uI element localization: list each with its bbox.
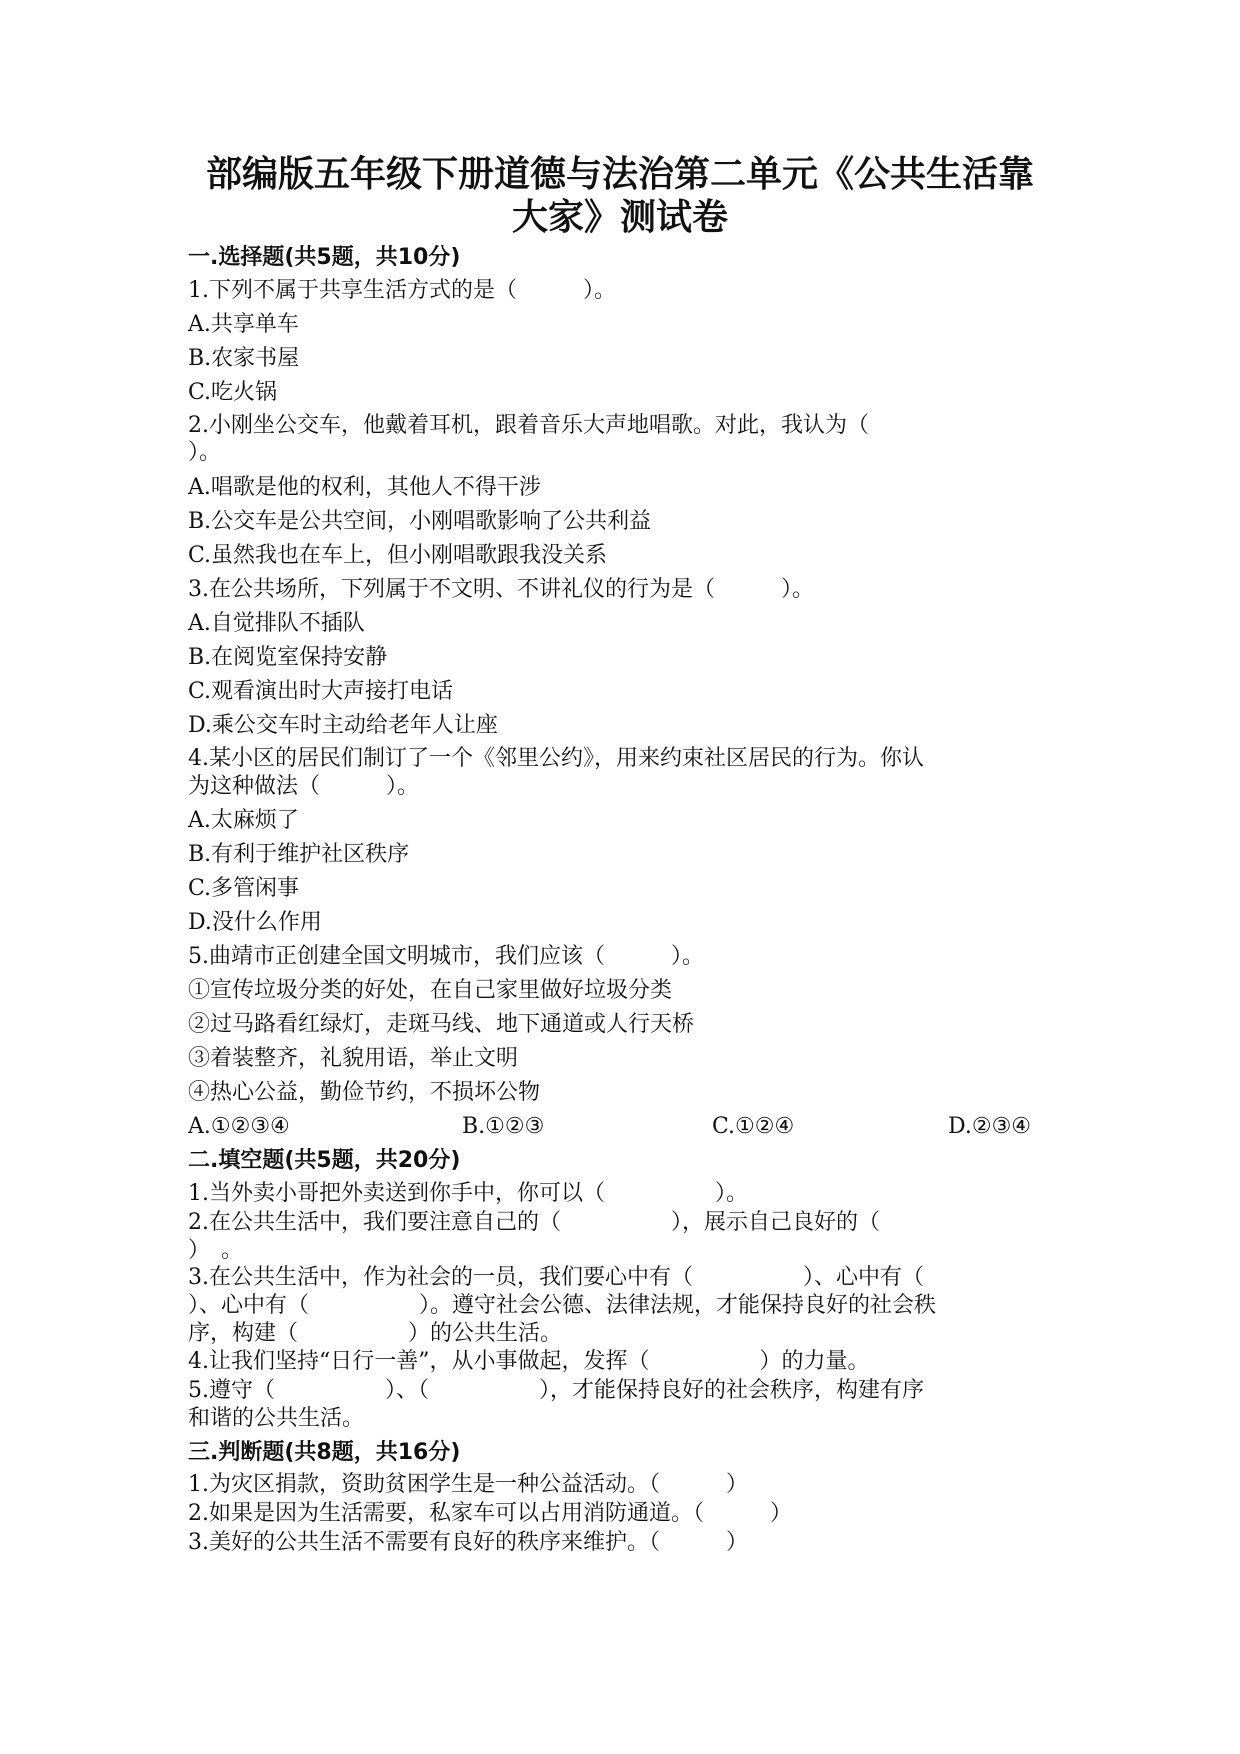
option-text: C.多管闲事: [188, 876, 300, 901]
option-text: A.唱歌是他的权利，其他人不得干涉: [188, 475, 541, 500]
question-text: 2.如果是因为生活需要，私家车可以占用消防通道。（ ）: [188, 1501, 792, 1526]
question-text: 4.某小区的居民们制订了一个《邻里公约》，用来约束社区居民的行为。你认: [188, 746, 924, 771]
question-text-cont: 序，构建（ ）的公共生活。: [188, 1321, 563, 1346]
option-text: B.在阅览室保持安静: [188, 645, 388, 670]
option-text: A.共享单车: [188, 312, 299, 337]
question-text: 1.当外卖小哥把外卖送到你手中，你可以（ ）。: [188, 1181, 748, 1206]
question-text-cont: ）。: [188, 440, 222, 465]
question-text: 5.曲靖市正创建全国文明城市，我们应该（ ）。: [188, 944, 704, 969]
option-text: B.农家书屋: [188, 346, 300, 371]
option-text: C.观看演出时大声接打电话: [188, 679, 454, 704]
statement-text: ②过马路看红绿灯，走斑马线、地下通道或人行天桥: [188, 1012, 695, 1037]
option-text: C.①②④: [712, 1114, 795, 1139]
question-text: 4.让我们坚持“日行一善”，从小事做起，发挥（ ）的力量。: [188, 1349, 870, 1374]
paper-title-line-2: 大家》测试卷: [511, 197, 728, 238]
section-heading-choice: 一.选择题(共5题，共10分): [188, 245, 461, 270]
option-text: B.公交车是公共空间，小刚唱歌影响了公共利益: [188, 509, 652, 534]
option-text: D.没什么作用: [188, 910, 322, 935]
question-text-cont: 和谐的公共生活。: [188, 1406, 365, 1431]
question-text-cont: ） 。: [188, 1238, 244, 1263]
question-text: 1.下列不属于共享生活方式的是（ ）。: [188, 278, 616, 303]
question-text: 2.在公共生活中，我们要注意自己的（ ），展示自己良好的（: [188, 1210, 880, 1235]
question-text-cont: 为这种做法（ ）。: [188, 774, 420, 799]
section-heading-judgement: 三.判断题(共8题，共16分): [188, 1440, 461, 1465]
section-heading-fill-blank: 二.填空题(共5题，共20分): [188, 1148, 461, 1173]
statement-text: ①宣传垃圾分类的好处，在自己家里做好垃圾分类: [188, 978, 673, 1003]
question-text: 1.为灾区捐款，资助贫困学生是一种公益活动。（ ）: [188, 1472, 748, 1497]
option-text: B.①②③: [462, 1114, 545, 1139]
paper-title-line-1: 部编版五年级下册道德与法治第二单元《公共生活靠: [205, 154, 1034, 195]
option-text: D.乘公交车时主动给老年人让座: [188, 713, 498, 738]
option-text: A.太麻烦了: [188, 808, 299, 833]
option-text: C.吃火锅: [188, 380, 278, 405]
option-text: D.②③④: [948, 1114, 1032, 1139]
question-text: 3.在公共生活中，作为社会的一员，我们要心中有（ ）、心中有（: [188, 1265, 924, 1290]
question-text: 2.小刚坐公交车，他戴着耳机，跟着音乐大声地唱歌。对此，我认为（: [188, 413, 869, 438]
option-text: B.有利于维护社区秩序: [188, 842, 410, 867]
question-text: 3.在公共场所，下列属于不文明、不讲礼仪的行为是（ ）。: [188, 577, 814, 602]
question-text-cont: ）、心中有（ ）。遵守社会公德、法律法规，才能保持良好的社会秩: [188, 1293, 937, 1318]
option-text: C.虽然我也在车上，但小刚唱歌跟我没关系: [188, 543, 608, 568]
statement-text: ③着装整齐，礼貌用语，举止文明: [188, 1046, 519, 1071]
statement-text: ④热心公益，勤俭节约，不损坏公物: [188, 1080, 541, 1105]
question-text: 3.美好的公共生活不需要有良好的秩序来维护。（ ）: [188, 1530, 748, 1555]
option-text: A.①②③④: [188, 1114, 290, 1139]
question-text: 5.遵守（ ）、（ ），才能保持良好的社会秩序，构建有序: [188, 1378, 924, 1403]
option-text: A.自觉排队不插队: [188, 611, 365, 636]
